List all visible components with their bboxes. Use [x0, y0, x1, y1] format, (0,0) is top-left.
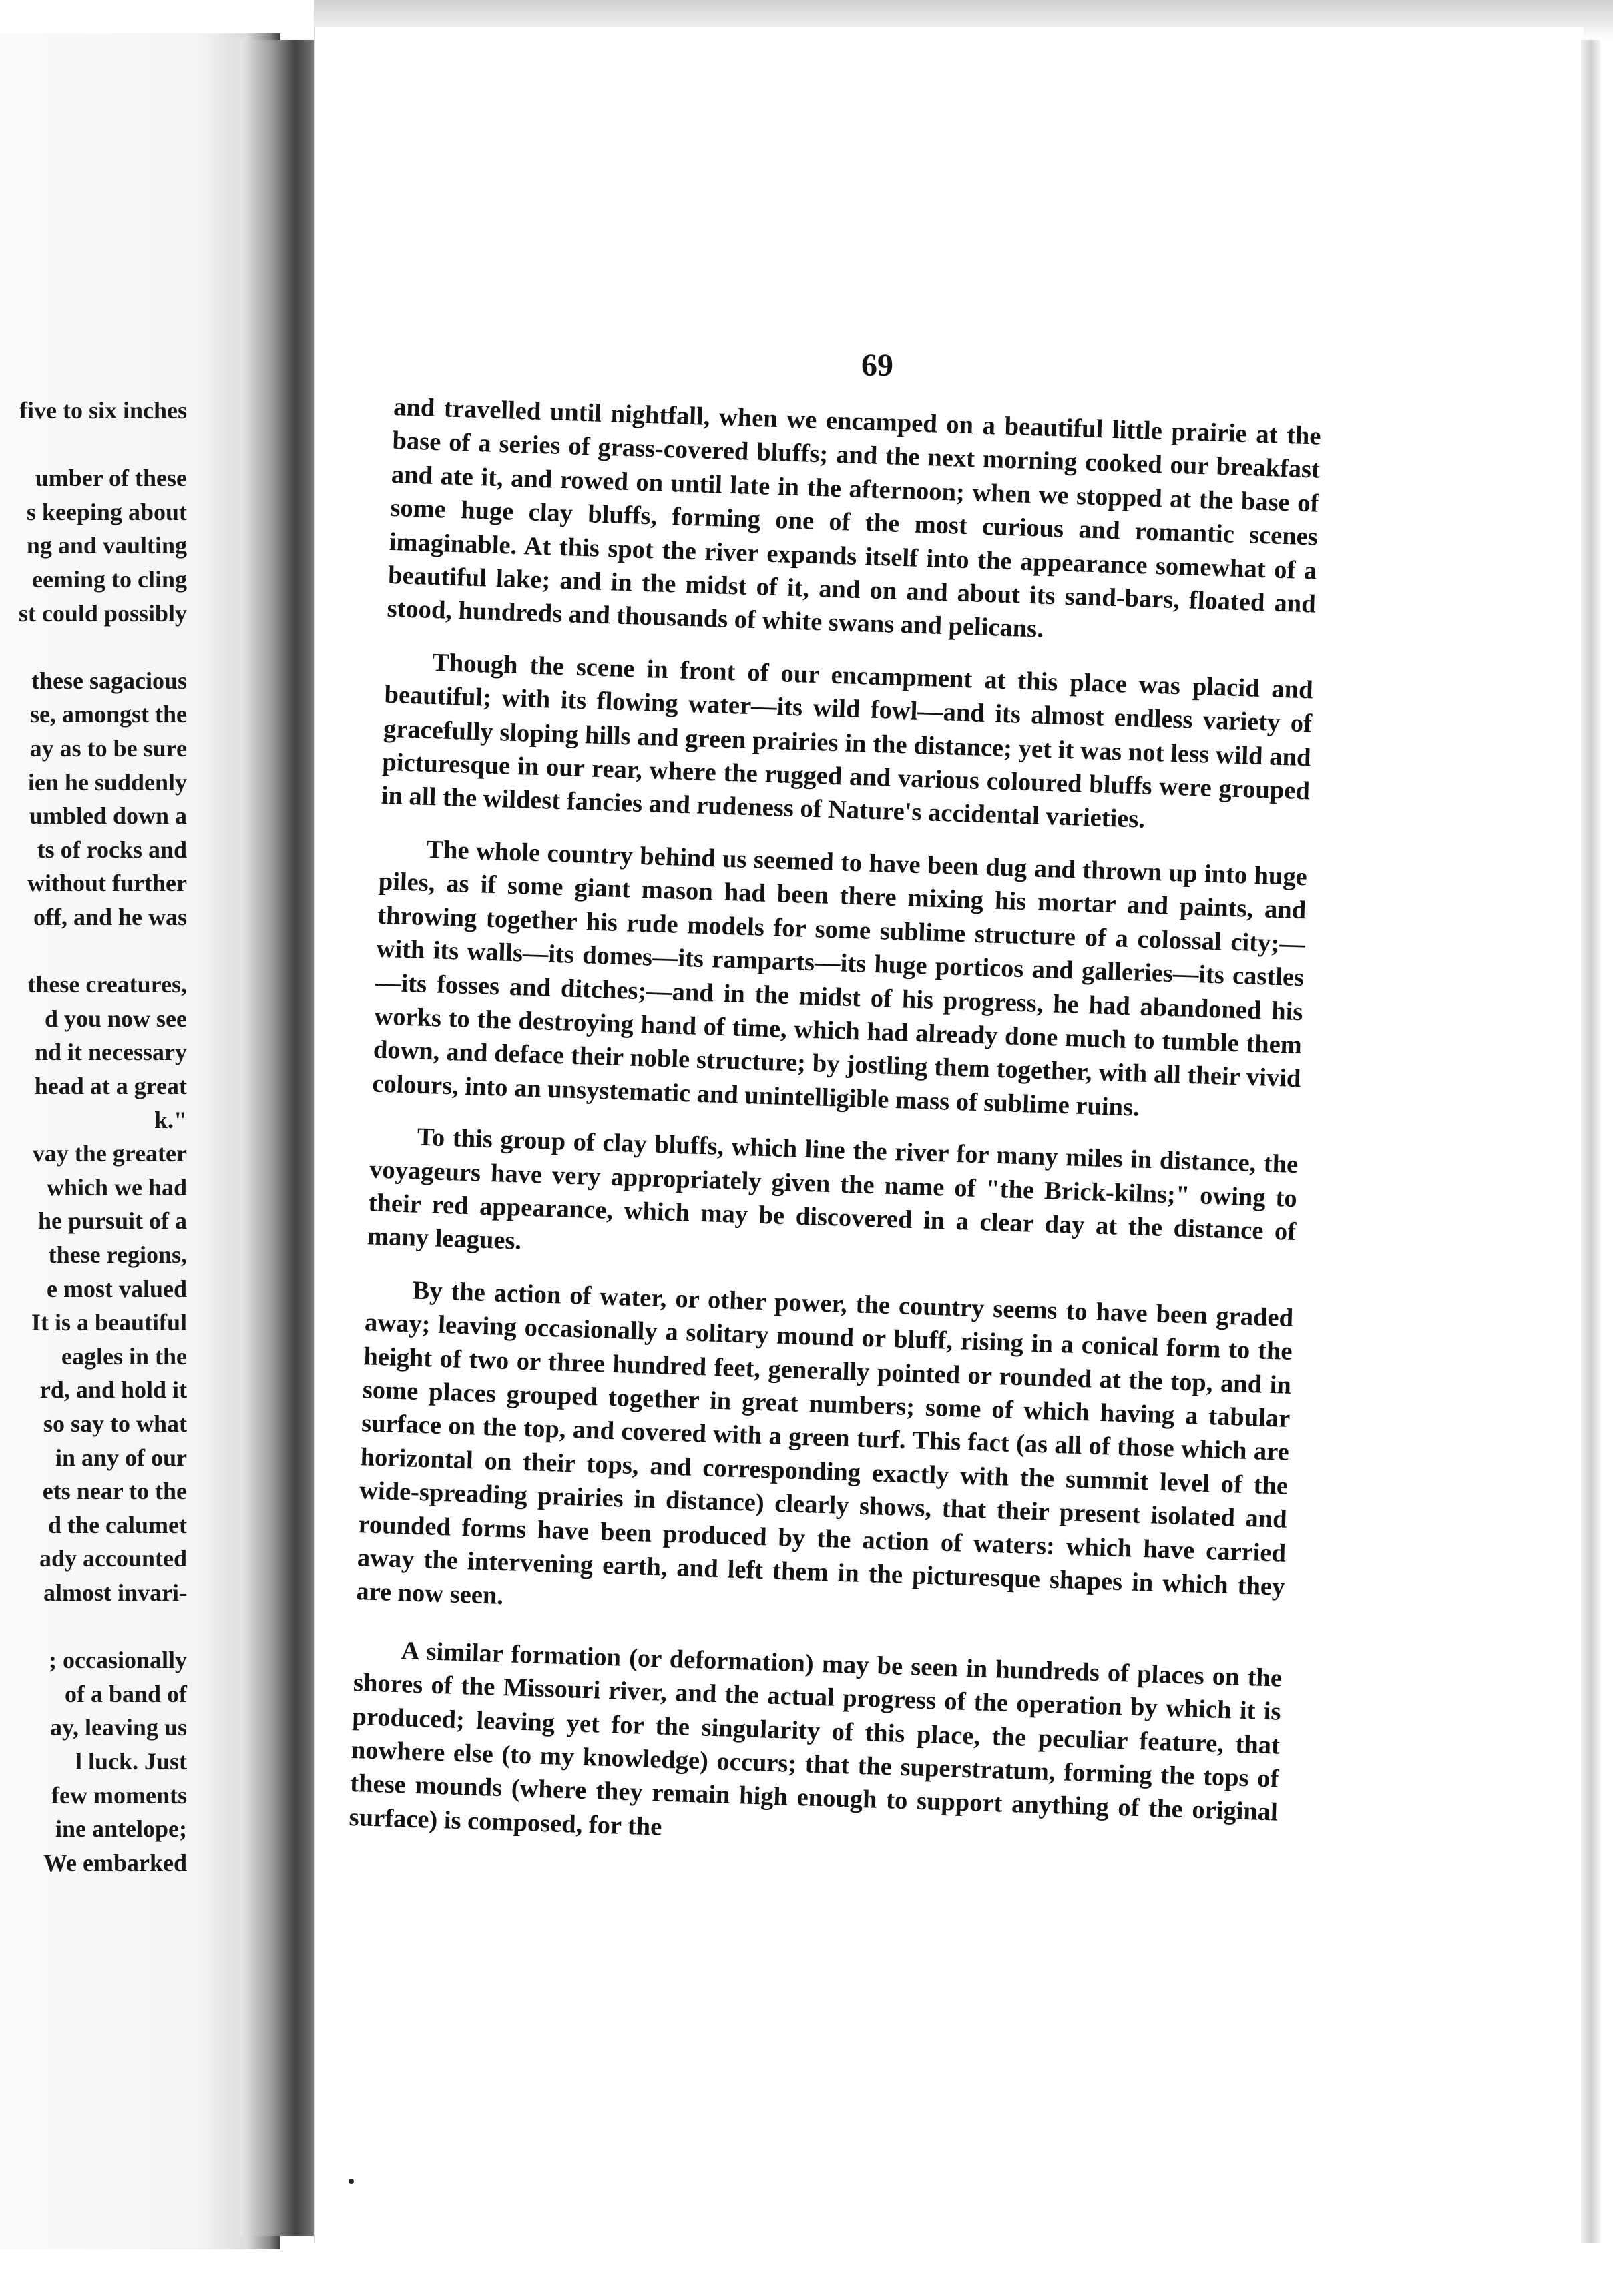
left-page-line: s keeping about: [26, 498, 187, 525]
left-page-line: ng and vaulting: [26, 532, 187, 559]
left-page-line: d the calumet: [48, 1511, 187, 1538]
left-page-line: l luck. Just: [75, 1748, 187, 1775]
left-page-line: umbled down a: [29, 802, 187, 830]
paragraph: and travelled until nightfall, when we encamped on a beautiful little prairie at the base of a series of grass-covered bluffs; and the next morning cooked our breakfast and ate it, and rowed on until late in the afternoon; when we stopped at the base of some huge clay bluffs, forming one of the most curious and romantic scenes imaginable. At this spot the river expands itself into the appearance somewhat of a beautiful lake; and in the midst of it, and on and about its sand-bars, floated and stood, hundreds and thousands of white swans and pelicans.: [387, 392, 1322, 644]
paragraph: The whole country behind us seemed to have been dug and thrown up into huge piles, as if some giant mason had been there mixing his mortar and paints, and throwing together his rude models for some sublime structure of a colossal city;—with its walls—its domes—its ramparts—its huge porticos and galleries—its castles—its fosses and ditches;—and in the midst of his progress, he had abandoned his works to the destroying hand of time, which had already done much to tumble them down, and deface their noble structure; by jostling them together, with all their vivid colours, into an unsystematic and unintelligible mass of sublime ruins.: [371, 835, 1308, 1122]
left-page-line: which we had: [46, 1173, 187, 1201]
print-speck: [349, 2179, 354, 2184]
left-page-line: few moments: [51, 1781, 187, 1809]
page-edge: [1581, 40, 1601, 2243]
left-page-line: these regions,: [48, 1241, 187, 1268]
paragraph: To this group of clay bluffs, which line the river for many miles in distance, the voyageurs have very appropriately given the name of "the Brick-kilns;" owing to their red appearance, which may be discovered in a clear day at the distance of many leagues.: [367, 1123, 1299, 1255]
left-facing-page: [0, 33, 280, 2249]
left-page-line: umber of these: [35, 465, 187, 492]
left-page-line: ay, leaving us: [49, 1714, 187, 1741]
left-page-line: se, amongst the: [30, 701, 187, 728]
left-page-line: ay as to be sure: [29, 735, 187, 762]
left-page-line: ets near to the: [42, 1478, 187, 1505]
left-page-line: rd, and hold it: [39, 1376, 187, 1404]
left-page-line: d you now see: [44, 1005, 187, 1032]
paragraph: By the action of water, or other power, the country seems to have been graded away; leaving occasionally a solitary mound or bluff, rising in a conical form to the height of two or three hundred feet, generally pointed or rounded at the top, and in some places grouped together in great numbers; some of which having a tabular surface on the top, and covered with a green turf. This fact (as all of those which are horizontal on their tops, and corresponding exactly with the summit level of the wide-spreading prairies in distance) clearly shows, that their present isolated and rounded forms have been produced by the action of waters: which have carried away the intervening earth, and left them in the picturesque shapes in which they are now seen.: [355, 1276, 1294, 1611]
left-page-line: he pursuit of a: [37, 1207, 187, 1235]
left-page-line: off, and he was: [33, 904, 187, 930]
left-page-line: head at a great: [34, 1073, 187, 1099]
paragraph: Though the scene in front of our encampment at this place was placid and beautiful; with its flowing water—its wild fowl—and its almost endless variety of gracefully sloping hills and green prairies in the distance; yet it was not less wild and picturesque in our rear, where the rugged and various coloured bluffs were grouped in all the wildest fancies and rudeness of Nature's accidental varieties.: [381, 648, 1314, 834]
left-page-line: ien he suddenly: [27, 768, 187, 796]
paragraph: A similar formation (or deformation) may be seen in hundreds of places on the shores of the Missouri river, and the actual progress of the operation by which it is produced; leaving yet for the singularity of this place, the peculiar feature, that nowhere else (to my knowledge) occurs; that the superstratum, forming the tops of these mounds (where they remain high enough to support anything of the original surface) is composed, for the: [349, 1637, 1283, 1841]
left-page-line: ts of rocks and: [37, 836, 187, 863]
left-page-line: these sagacious: [31, 667, 187, 694]
left-page-line: ady accounted: [39, 1545, 187, 1572]
left-page-line: without further: [27, 870, 187, 897]
left-page-line: five to six inches: [19, 397, 187, 424]
left-page-line: We embarked: [43, 1849, 187, 1876]
left-page-line: almost invari-: [43, 1579, 187, 1606]
left-page-line: in any of our: [55, 1444, 187, 1471]
left-page-line: so say to what: [43, 1410, 187, 1437]
page-number: 69: [861, 348, 893, 383]
left-page-line: these creatures,: [27, 971, 187, 998]
left-page-line: It is a beautiful: [31, 1309, 187, 1336]
left-page-line: ine antelope;: [55, 1815, 187, 1843]
left-page-line: ; occasionally: [49, 1647, 187, 1674]
page-body-text: [349, 390, 1321, 1863]
left-page-line: st could possibly: [18, 599, 187, 627]
left-page-line: e most valued: [47, 1275, 187, 1302]
left-page-line: nd it necessary: [35, 1039, 187, 1066]
left-page-line: eagles in the: [61, 1342, 187, 1370]
left-page-line: vay the greater: [32, 1140, 187, 1167]
left-page-line: of a band of: [64, 1680, 187, 1707]
left-page-line: k.": [154, 1106, 187, 1133]
left-page-line: eeming to cling: [32, 566, 187, 593]
